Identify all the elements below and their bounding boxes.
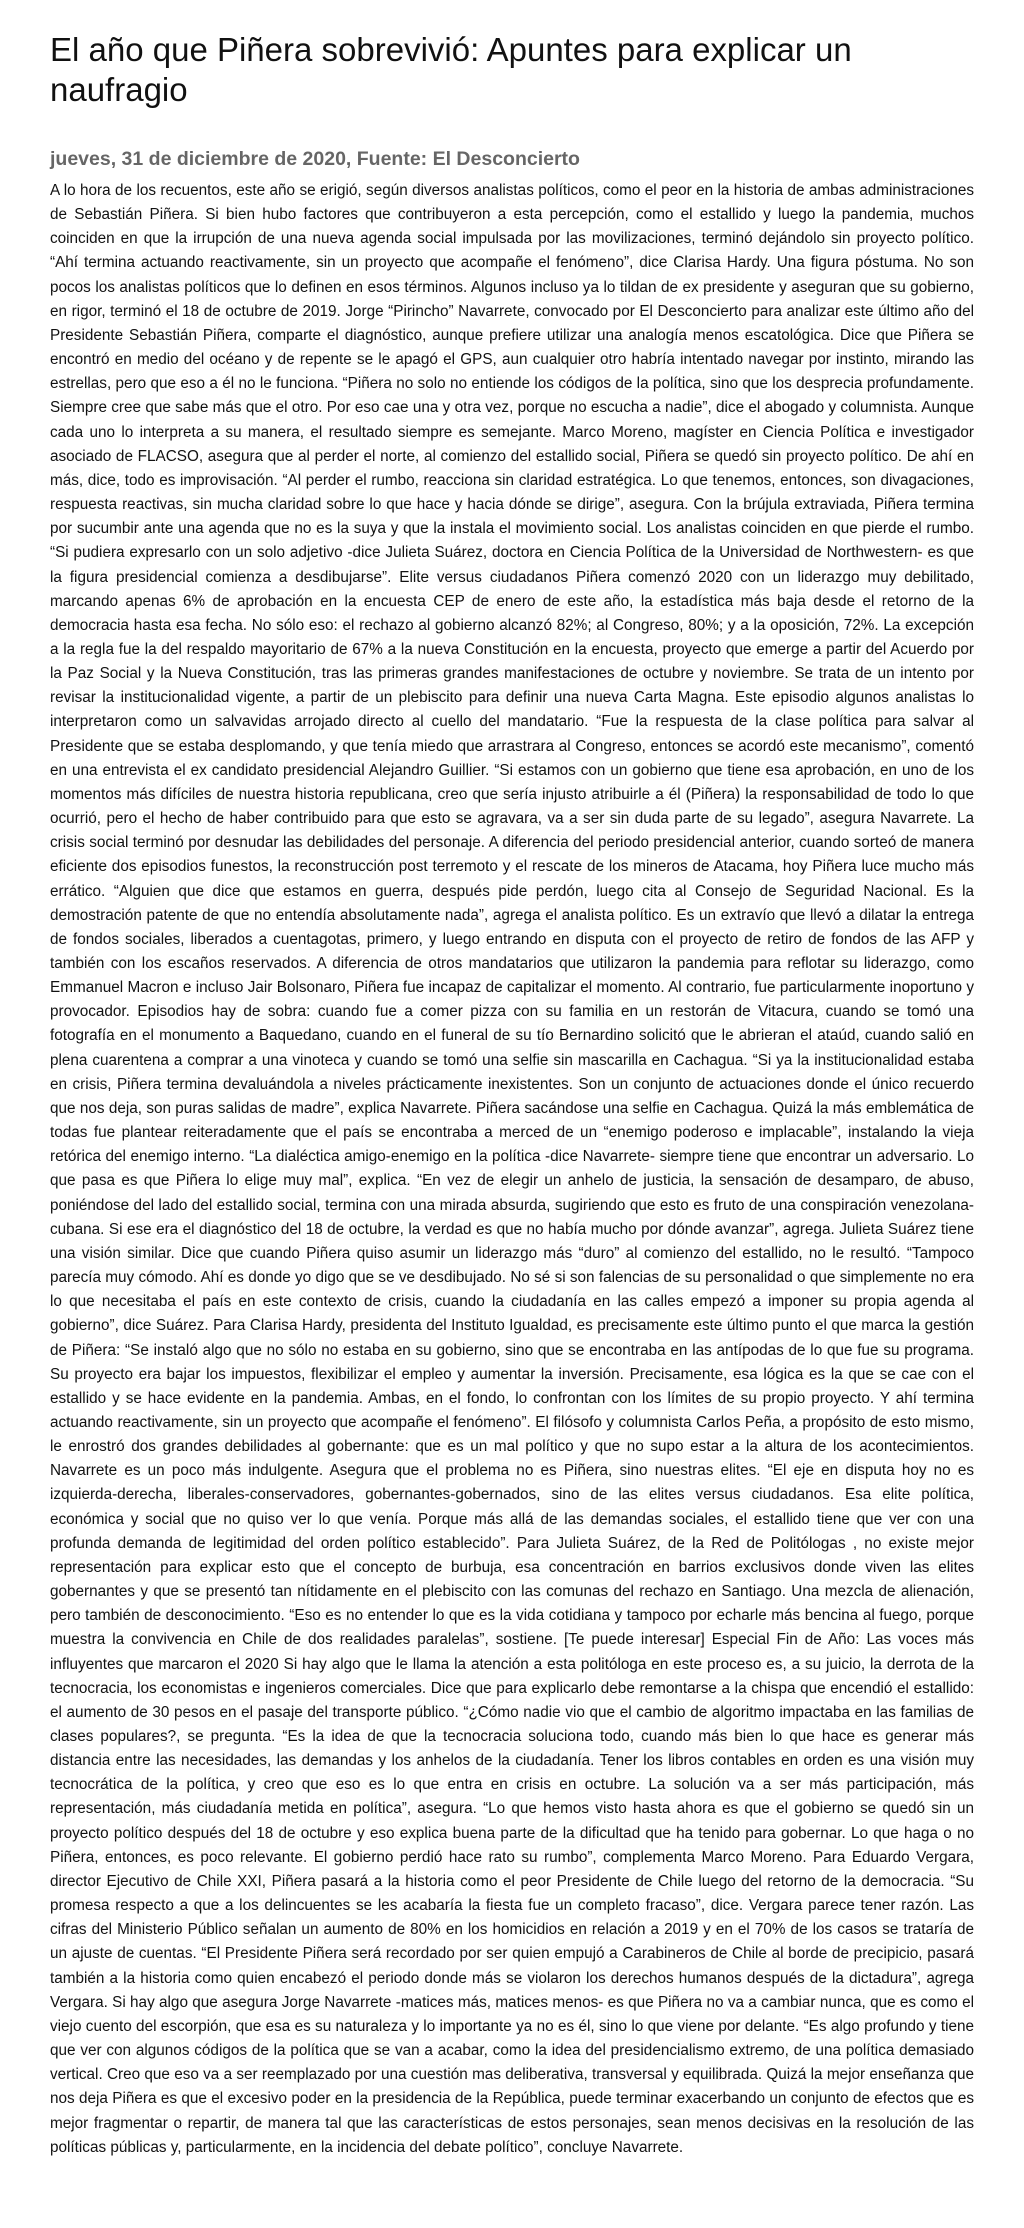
article-body: A lo hora de los recuentos, este año se erigió, según diversos analistas políticos, como el peor en la historia de ambas administraciones de Sebastián Piñera. Si bien hubo factores que contribuyeron a esta percepción, como el estallido y luego la pandemia, muchos coinciden en que la irrupción de una nueva agenda social impulsada por las movilizaciones, terminó dejándolo sin proyecto político. “Ahí termina actuando reactivamente, sin un proyecto que acompañe el fenómeno”, dice Clarisa Hardy. Una figura póstuma. No son pocos los analistas políticos que lo definen en esos términos. Algunos incluso ya lo tildan de ex presidente y aseguran que su gobierno, en rigor, terminó el 18 de octubre de 2019. Jorge “Pirincho” Navarrete, convocado por El Desconcierto para analizar este último año del Presidente Sebastián Piñera, comparte el diagnóstico, aunque prefiere utilizar una analogía menos escatológica. Dice que Piñera se encontró en medio del océano y de repente se le apagó el GPS, aun cualquier otro habría intentado navegar por instinto, mirando las estrellas, pero que eso a él no le funciona. “Piñera no solo no entiende los códigos de la política, sino que los desprecia profundamente. Siempre cree que sabe más que el otro. Por eso cae una y otra vez, porque no escucha a nadie”, dice el abogado y columnista. Aunque cada uno lo interpreta a su manera, el resultado siempre es semejante. Marco Moreno, magíster en Ciencia Política e investigador asociado de FLACSO, asegura que al perder el norte, al comienzo del estallido social, Piñera se quedó sin proyecto político. De ahí en más, dice, todo es improvisación. “Al perder el rumbo, reacciona sin claridad estratégica. Lo que tenemos, entonces, son divagaciones, respuesta reactivas, sin mucha claridad sobre lo que hace y hacia dónde se dirige”, asegura. Con la brújula extraviada, Piñera termina por sucumbir ante una agenda que no es la suya y que la instala el movimiento social. Los analistas coinciden en que pierde el rumbo. “Si pudiera expresarlo con un solo adjetivo -dice Julieta Suárez, doctora en Ciencia Política de la Universidad de Northwestern- es que la figura presidencial comienza a desdibujarse”. Elite versus ciudadanos Piñera comenzó 2020 con un liderazgo muy debilitado, marcando apenas 6% de aprobación en la encuesta CEP de enero de este año, la estadística más baja desde el retorno de la democracia hasta esa fecha. No sólo eso: el rechazo al gobierno alcanzó 82%; al Congreso, 80%; y a la oposición, 72%. La excepción a la regla fue la del respaldo mayoritario de 67% a la nueva Constitución en la encuesta, proyecto que emerge a partir del Acuerdo por la Paz Social y la Nueva Constitución, tras las primeras grandes manifestaciones de octubre y noviembre. Se trata de un intento por revisar la institucionalidad vigente, a partir de un plebiscito para definir una nueva Carta Magna. Este episodio algunos analistas lo interpretaron como un salvavidas arrojado directo al cuello del mandatario. “Fue la respuesta de la clase política para salvar al Presidente que se estaba desplomando, y que tenía miedo que arrastrara al Congreso, entonces se acordó este mecanismo”, comentó en una entrevista el ex candidato presidencial Alejandro Guillier. “Si estamos con un gobierno que tiene esa aprobación, en uno de los momentos más difíciles de nuestra historia republicana, creo que sería injusto atribuirle a él (Piñera) la responsabilidad de todo lo que ocurrió, pero el hecho de haber contribuido para que esto se agravara, va a ser sin duda parte de su legado”, asegura Navarrete. La crisis social terminó por desnudar las debilidades del personaje. A diferencia del periodo presidencial anterior, cuando sorteó de manera eficiente dos episodios funestos, la reconstrucción post terremoto y el rescate de los mineros de Atacama, hoy Piñera luce mucho más errático. “Alguien que dice que estamos en guerra, después pide perdón, luego cita al Consejo de Seguridad Nacional. Es la demostración patente de que no entendía absolutamente nada”, agrega el analista político. Es un extravío que llevó a dilatar la entrega de fondos sociales, liberados a cuentagotas, primero, y luego entrando en disputa con el proyecto de retiro de fondos de las AFP y también con los escaños reservados. A diferencia de otros mandatarios que utilizaron la pandemia para reflotar su liderazgo, como Emmanuel Macron e incluso Jair Bolsonaro, Piñera fue incapaz de capitalizar el momento. Al contrario, fue particularmente inoportuno y provocador. Episodios hay de sobra: cuando fue a comer pizza con su familia en un restorán de Vitacura, cuando se tomó una fotografía en el monumento a Baquedano, cuando en el funeral de su tío Bernardino solicitó que le abrieran el ataúd, cuando salió en plena cuarentena a comprar a una vinoteca y cuando se tomó una selfie sin mascarilla en Cachagua. “Si ya la institucionalidad estaba en crisis, Piñera termina devaluándola a niveles prácticamente inexistentes. Son un conjunto de actuaciones donde el único recuerdo que nos deja, son puras salidas de madre”, explica Navarrete. Piñera sacándose una selfie en Cachagua. Quizá la más emblemática de todas fue plantear reiteradamente que el país se encontraba a merced de un “enemigo poderoso e implacable”, instalando la vieja retórica del enemigo interno. “La dialéctica amigo-enemigo en la política -dice Navarrete- siempre tiene que encontrar un adversario. Lo que pasa es que Piñera lo elige muy mal”, explica. “En vez de elegir un anhelo de justicia, la sensación de desamparo, de abuso, poniéndose del lado del estallido social, termina con una mirada absurda, sugiriendo que esto es fruto de una conspiración venezolana-cubana. Si ese era el diagnóstico del 18 de octubre, la verdad es que no había mucho por dónde avanzar”, agrega. Julieta Suárez tiene una visión similar. Dice que cuando Piñera quiso asumir un liderazgo más “duro” al comienzo del estallido, no le resultó. “Tampoco parecía muy cómodo. Ahí es donde yo digo que se ve desdibujado. No sé si son falencias de su personalidad o que simplemente no era lo que necesitaba el país en este contexto de crisis, cuando la ciudadanía en las calles empezó a imponer su propia agenda al gobierno”, dice Suárez. Para Clarisa Hardy, presidenta del Instituto Igualdad, es precisamente este último punto el que marca la gestión de Piñera: “Se instaló algo que no sólo no estaba en su gobierno, sino que se encontraba en las antípodas de lo que fue su programa. Su proyecto era bajar los impuestos, flexibilizar el empleo y aumentar la inversión. Precisamente, esa lógica es la que se cae con el estallido y se hace evidente en la pandemia. Ambas, en el fondo, lo confrontan con los límites de su propio proyecto. Y ahí termina actuando reactivamente, sin un proyecto que acompañe el fenómeno”. El filósofo y columnista Carlos Peña, a propósito de esto mismo, le enrostró dos grandes debilidades al gobernante: que es un mal político y que no supo estar a la altura de los acontecimientos. Navarrete es un poco más indulgente. Asegura que el problema no es Piñera, sino nuestras elites. “El eje en disputa hoy no es izquierda-derecha, liberales-conservadores, gobernantes-gobernados, sino de las elites versus ciudadanos. Esa elite política, económica y social que no quiso ver lo que venía. Porque más allá de las demandas sociales, el estallido tiene que ver con una profunda demanda de legitimidad del orden político establecido”. Para Julieta Suárez, de la Red de Politólogas , no existe mejor representación para explicar esto que el concepto de burbuja, esa concentración en barrios exclusivos donde viven las elites gobernantes y que se presentó tan nítidamente en el plebiscito con las comunas del rechazo en Santiago. Una mezcla de alienación, pero también de desconocimiento. “Eso es no entender lo que es la vida cotidiana y tampoco por echarle más bencina al fuego, porque muestra la convivencia en Chile de dos realidades paralelas”, sostiene. [Te puede interesar] Especial Fin de Año: Las voces más influyentes que marcaron el 2020 Si hay algo que le llama la atención a esta politóloga en este proceso es, a su juicio, la derrota de la tecnocracia, los economistas e ingenieros comerciales. Dice que para explicarlo debe remontarse a la chispa que encendió el estallido: el aumento de 30 pesos en el pasaje del transporte público. “¿Cómo nadie vio que el cambio de algoritmo impactaba en las familias de clases populares?, se pregunta. “Es la idea de que la tecnocracia soluciona todo, cuando más bien lo que hace es generar más distancia entre las necesidades, las demandas y los anhelos de la ciudadanía. Tener los libros contables en orden es una visión muy tecnocrática de la política, y creo que eso es lo que entra en crisis en octubre. La solución va a ser más participación, más representación, más ciudadanía metida en política”, asegura. “Lo que hemos visto hasta ahora es que el gobierno se quedó sin un proyecto político después del 18 de octubre y eso explica buena parte de la dificultad que ha tenido para gobernar. Lo que haga o no Piñera, entonces, es poco relevante. El gobierno perdió hace rato su rumbo”, complementa Marco Moreno. Para Eduardo Vergara, director Ejecutivo de Chile XXI, Piñera pasará a la historia como el peor Presidente de Chile luego del retorno de la democracia. “Su promesa respecto a que a los delincuentes se les acabaría la fiesta fue un completo fracaso”, dice. Vergara parece tener razón. Las cifras del Ministerio Público señalan un aumento de 80% en los homicidios en relación a 2019 y en el 70% de los casos se trataría de un ajuste de cuentas. “El Presidente Piñera será recordado por ser quien empujó a Carabineros de Chile al borde de precipicio, pasará también a la historia como quien encabezó el periodo donde más se violaron los derechos humanos después de la dictadura”, agrega Vergara. Si hay algo que asegura Jorge Navarrete -matices más, matices menos- es que Piñera no va a cambiar nunca, que es como el viejo cuento del escorpión, que esa es su naturaleza y lo importante ya no es él, sino lo que viene por delante. “Es algo profundo y tiene que ver con algunos códigos de la política que se van a acabar, como la idea del presidencialismo extremo, de una política demasiado vertical. Creo que eso va a ser reemplazado por una cuestión mas deliberativa, transversal y equilibrada. Quizá la mejor enseñanza que nos deja Piñera es que el excesivo poder en la presidencia de la República, puede terminar exacerbando un conjunto de efectos que es mejor fragmentar o repartir, de manera tal que las características de estos personajes, sean menos decisivas en la resolución de las políticas públicas y, particularmente, en la incidencia del debate político”, concluye Navarrete. [50, 182, 974, 2156]
article-title: El año que Piñera sobrevivió: Apuntes para explicar un naufragio [50, 31, 852, 108]
article-date-source: jueves, 31 de diciembre de 2020, Fuente: El Desconcierto [50, 148, 580, 170]
